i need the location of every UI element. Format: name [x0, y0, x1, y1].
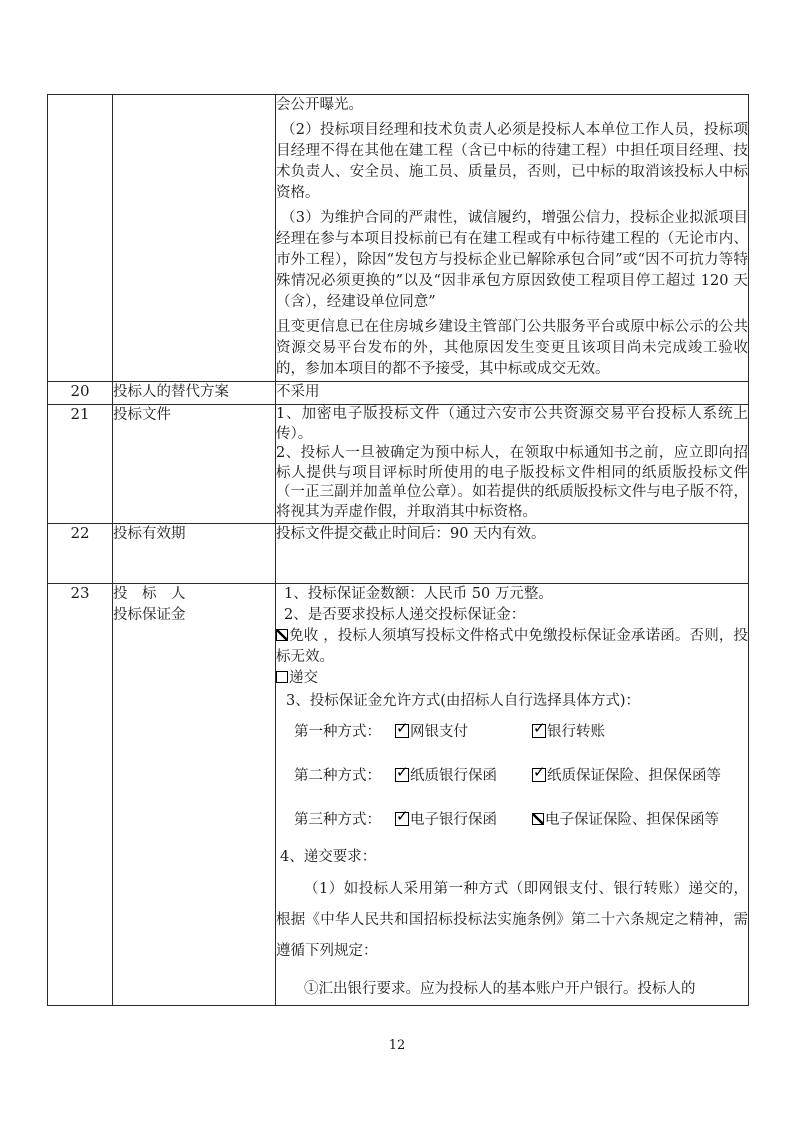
row-label-cell: 投标人的替代方案: [113, 382, 276, 405]
method-option-label: 电子保证保险、担保保函等: [545, 812, 719, 828]
guarantee-amount-text: 1、投标保证金数额：人民币 50 万元整。: [284, 586, 553, 602]
row-content-cell: [276, 405, 749, 524]
paragraph: （2）投标项目经理和技术负责人必须是投标人本单位工作人员，投标项目经理不得在其他在建工程（含已中标的待建工程）中担任项目经理、技术负责人、安全员、施工员、质量员，否则，已中标的取消该投标人中标资格。: [276, 122, 748, 201]
method-option-label: 纸质银行保函: [410, 768, 497, 784]
delivery-title: 4、递交要求：: [280, 849, 377, 865]
checkbox-unchecked-icon: [276, 671, 288, 683]
method-option-label: 纸质保证保险、担保保函等: [547, 768, 721, 784]
method-option-label: 电子银行保函: [410, 812, 497, 828]
waive-option-line: [276, 626, 748, 668]
method-option: [395, 766, 532, 787]
method-option: [532, 766, 721, 787]
method-option-label: 银行转账: [547, 724, 605, 740]
table-row-22: [48, 524, 749, 584]
checkbox-checked-icon: [395, 768, 409, 782]
row-number-cell: 22: [48, 524, 113, 584]
waive-option-label: 免收 ，投标人须填写投标文件格式中免缴投标保证金承诺函。否则，投标无效。: [276, 628, 748, 665]
checkbox-checked-icon: [532, 724, 546, 738]
checkbox-slash-checked-icon: [532, 813, 544, 825]
row-label-line: 投标保证金: [113, 607, 186, 623]
guarantee-method-row-1: [276, 722, 748, 743]
paragraph: 2、投标人一旦被确定为预中标人，在领取中标通知书之前，应立即向招标人提供与项目评标时所使用的电子版投标文件相同的纸质版投标文件（一正三副并加盖单位公章）。如若提供的纸质版投标文件与电子版不符，将视其为弄虚作假，并取消其中标资格。: [276, 445, 748, 520]
row-number-cell: [48, 95, 113, 382]
method-option: [395, 810, 532, 831]
bank-requirement-text: ①汇出银行要求。应为投标人的基本账户开户银行。投标人的: [304, 981, 696, 997]
method-option: [532, 810, 719, 831]
checkbox-checked-icon: [532, 768, 546, 782]
paragraph: 且变更信息已在住房城乡建设主管部门公共服务平台或原中标公示的公共资源交易平台发布的外，其他原因发生变更且该项目尚未完成竣工验收的，参加本项目的都不予接受，其中标或成交无效。: [276, 319, 748, 377]
submit-option-label: 递交: [289, 670, 318, 686]
table-row-continuation: [48, 95, 749, 382]
row-content-cell: [276, 584, 749, 1006]
guarantee-method-row-3: [276, 810, 748, 831]
paragraph: 1、加密电子版投标文件（通过六安市公共资源交易平台投标人系统上传）。: [276, 406, 748, 442]
method-option: [532, 722, 605, 743]
submit-option-line: [276, 668, 748, 689]
table-row-21: [48, 405, 749, 524]
table-row-23: [48, 584, 749, 1006]
checkbox-slash-checked-icon: [276, 629, 288, 641]
paragraph: （3）为维护合同的严肃性，诚信履约，增强公信力，投标企业拟派项目经理在参与本项目投标前已有在建工程或有中标待建工程的（无论市内、市外工程），除因“发包方与投标企业已解除承包合同”或“因不可抗力等特殊情况必须更换的”以及“因非承包方原因致使工程项目停工超过 120 天（含），经建设单位同意”: [276, 210, 748, 310]
bid-requirements-table: [47, 94, 749, 1006]
row-label-cell: 投标文件: [113, 405, 276, 524]
method-option-label: 网银支付: [410, 724, 468, 740]
methods-title: 3、投标保证金允许方式(由招标人自行选择具体方式)：: [286, 693, 641, 709]
page-number: 12: [388, 1038, 406, 1053]
row-label-line: 投 标 人: [113, 586, 186, 602]
method-label: 第三种方式：: [294, 812, 381, 828]
row-label-cell: 投标有效期: [113, 524, 276, 584]
row-number-cell: 20: [48, 382, 113, 405]
row-label-cell: [113, 95, 276, 382]
row-number-cell: 23: [48, 584, 113, 1006]
checkbox-checked-icon: [395, 724, 409, 738]
row-content-cell: [276, 95, 749, 382]
method-option: [395, 722, 532, 743]
guarantee-method-row-2: [276, 766, 748, 787]
table-row-20: [48, 382, 749, 405]
guarantee-question-text: 2、是否要求投标人递交投标保证金：: [284, 607, 526, 623]
row-label-cell: [113, 584, 276, 1006]
row-content-cell: 不采用: [276, 382, 749, 405]
row-number-cell: 21: [48, 405, 113, 524]
paragraph: 会公开曝光。: [276, 97, 363, 113]
row-content-cell: 投标文件提交截止时间后：90 天内有效。: [276, 524, 749, 584]
checkbox-checked-icon: [395, 812, 409, 826]
method-label: 第一种方式：: [294, 724, 381, 740]
delivery-paragraph: （1）如投标人采用第一种方式（即网银支付、银行转账）递交的，根据《中华人民共和国招标投标法实施条例》第二十六条规定之精神，需遵循下列规定：: [276, 881, 748, 959]
method-label: 第二种方式：: [294, 768, 381, 784]
